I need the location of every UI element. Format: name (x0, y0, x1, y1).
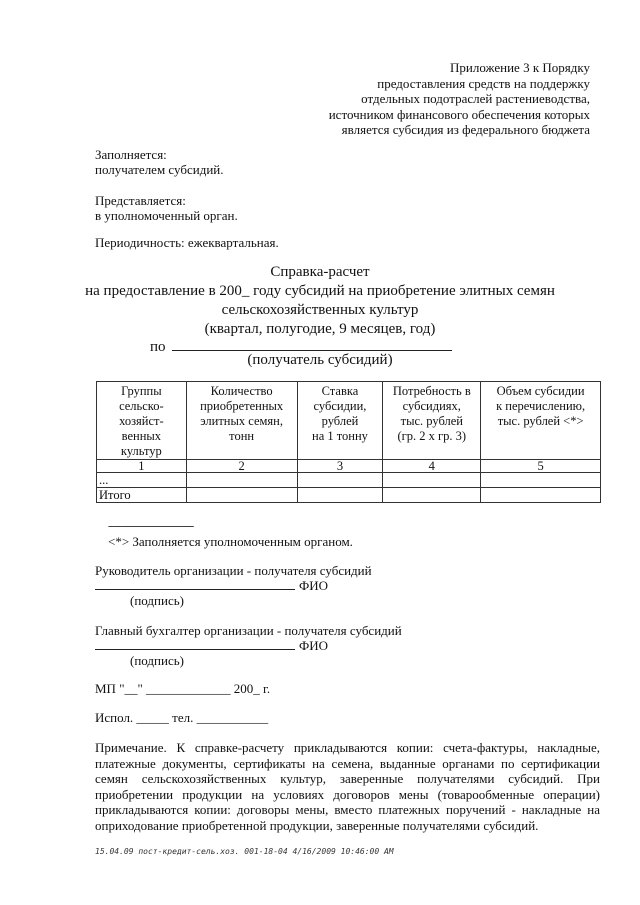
header-cell: Ставка субсидии, рублей на 1 тонну (297, 382, 383, 460)
signature-title: Руководитель организации - получателя субсидий (95, 563, 372, 578)
signature-field[interactable] (95, 578, 295, 590)
table-row (97, 473, 601, 488)
column-number: 2 (186, 460, 297, 473)
recipient-label: (получатель субсидий) (247, 352, 393, 368)
table-row-total (97, 488, 601, 503)
column-number: 5 (481, 460, 601, 473)
fio-label: ФИО (299, 578, 329, 593)
executor-line: Испол. _____ тел. ___________ (95, 710, 269, 725)
title-line: на предоставление в 200_ году субсидий на приобретение элитных семян (85, 283, 555, 299)
appendix-header (329, 60, 590, 138)
title-line: (квартал, полугодие, 9 месяцев, год) (204, 321, 436, 337)
column-number: 3 (297, 460, 383, 473)
appendix-line: отдельных подотраслей растениеводства, (361, 91, 590, 106)
title-line: Справка-расчет (270, 264, 370, 280)
column-number-row (97, 460, 601, 473)
title-line: сельскохозяйственных культур (221, 302, 419, 318)
note-paragraph: Примечание. К справке-расчету прикладываются копии: счета-фактуры, накладные, платежные документы, сертификаты на семена, выданные органами по сертификации семян сельскохозяйственных культур, заверенные получателями субсидий. При приобретении продукции на условиях договоров мены (товарообменные операции) прикладываются копии: договоры мены, вместо платежных поручений - накладные на оприходование приобретенной продукции, заверенные получателями субсидий. (95, 740, 600, 833)
signature-accountant (95, 623, 402, 668)
periodicity: Периодичность: ежеквартальная. (95, 235, 279, 250)
table-cell[interactable]: ... (97, 473, 187, 488)
filled-by-value: получателем субсидий. (95, 162, 224, 177)
header-cell: Объем субсидии к перечислению, тыс. рублей <*> (481, 382, 601, 460)
appendix-line: является субсидия из федерального бюджета (341, 122, 590, 137)
table-header-row (97, 382, 601, 460)
footnote: <*> Заполняется уполномоченным органом. (108, 534, 353, 549)
submitted-to (95, 193, 238, 223)
table-cell[interactable] (383, 488, 481, 503)
table-cell[interactable] (297, 488, 383, 503)
sign-label: (подпись) (130, 593, 184, 608)
subsidy-table (96, 381, 601, 503)
filled-by (95, 147, 223, 177)
appendix-line: Приложение 3 к Порядку (450, 60, 590, 75)
signature-field[interactable] (95, 638, 295, 650)
header-cell: Группы сельско- хозяйст- венных культур (97, 382, 187, 460)
filled-by-label: Заполняется: (95, 147, 167, 162)
po-label: по (150, 339, 166, 355)
stamp-date-line: МП "__" _____________ 200_ г. (95, 681, 271, 696)
signature-title: Главный бухгалтер организации - получателя субсидий (95, 623, 402, 638)
footer-stamp: 15.04.09 пост-кредит-сель.хоз. 001-18-04 4/16/2009 10:46:00 AM (95, 847, 394, 856)
signature-head (95, 563, 372, 608)
sign-label: (подпись) (130, 653, 184, 668)
table-cell: Итого (97, 488, 187, 503)
table-cell[interactable] (383, 473, 481, 488)
table-cell[interactable] (481, 473, 601, 488)
appendix-line: предоставления средств на поддержку (377, 75, 590, 91)
table-cell[interactable] (481, 488, 601, 503)
fio-label: ФИО (299, 638, 329, 653)
footnote-separator: -------------------------------- (108, 520, 194, 532)
table-cell[interactable] (186, 488, 297, 503)
column-number: 1 (97, 460, 187, 473)
table-cell[interactable] (186, 473, 297, 488)
submitted-to-label: Представляется: (95, 193, 186, 208)
recipient-field[interactable] (172, 338, 452, 351)
table-cell[interactable] (297, 473, 383, 488)
header-cell: Потребность в субсидиях, тыс. рублей (гр. 2 x гр. 3) (383, 382, 481, 460)
submitted-to-value: в уполномоченный орган. (95, 208, 238, 223)
header-cell: Количество приобретенных элитных семян, тонн (186, 382, 297, 460)
appendix-line: источником финансового обеспечения которых (328, 106, 590, 122)
column-number: 4 (383, 460, 481, 473)
document-title (0, 263, 640, 339)
